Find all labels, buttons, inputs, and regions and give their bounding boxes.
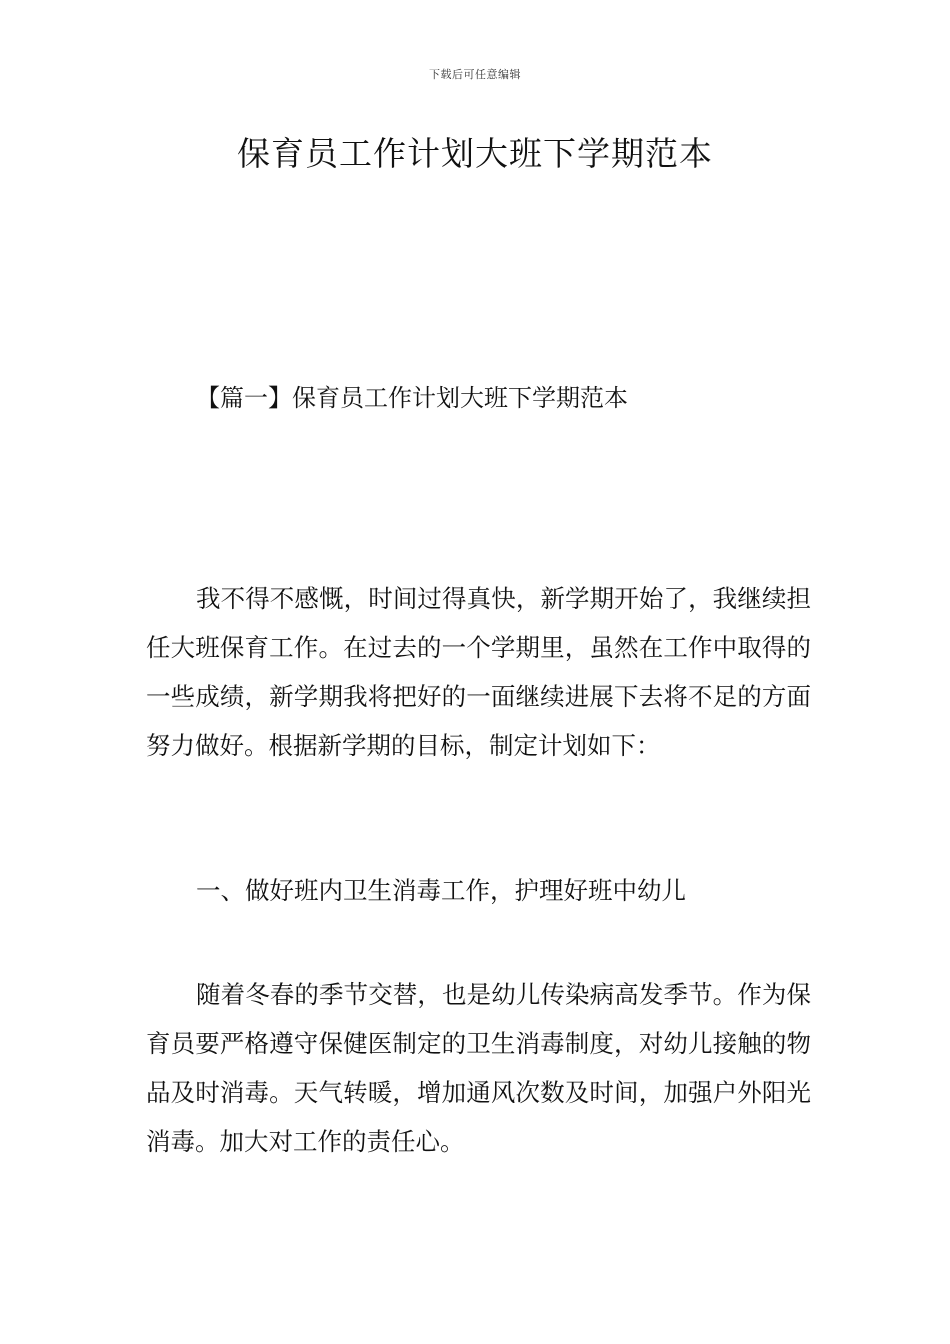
header-note: 下载后可任意编辑 [429, 68, 521, 81]
body-paragraph-2: 随着冬春的季节交替，也是幼儿传染病高发季节。作为保育员要严格遵守保健医制定的卫生消毒制度，对幼儿接触的物品及时消毒。天气转暖，增加通风次数及时间，加强户外阳光消毒。加大对工作的责任心。 [146, 980, 811, 1156]
section-heading: 【篇一】保育员工作计划大班下学期范本 [196, 384, 628, 412]
document-title: 保育员工作计划大班下学期范本 [237, 134, 713, 173]
subheading-1: 一、做好班内卫生消毒工作，护理好班中幼儿 [196, 876, 686, 905]
body-paragraph-1: 我不得不感慨，时间过得真快，新学期开始了，我继续担任大班保育工作。在过去的一个学期里，虽然在工作中取得的一些成绩，新学期我将把好的一面继续进展下去将不足的方面努力做好。根据新学期的目标，制定计划如下： [146, 584, 811, 760]
